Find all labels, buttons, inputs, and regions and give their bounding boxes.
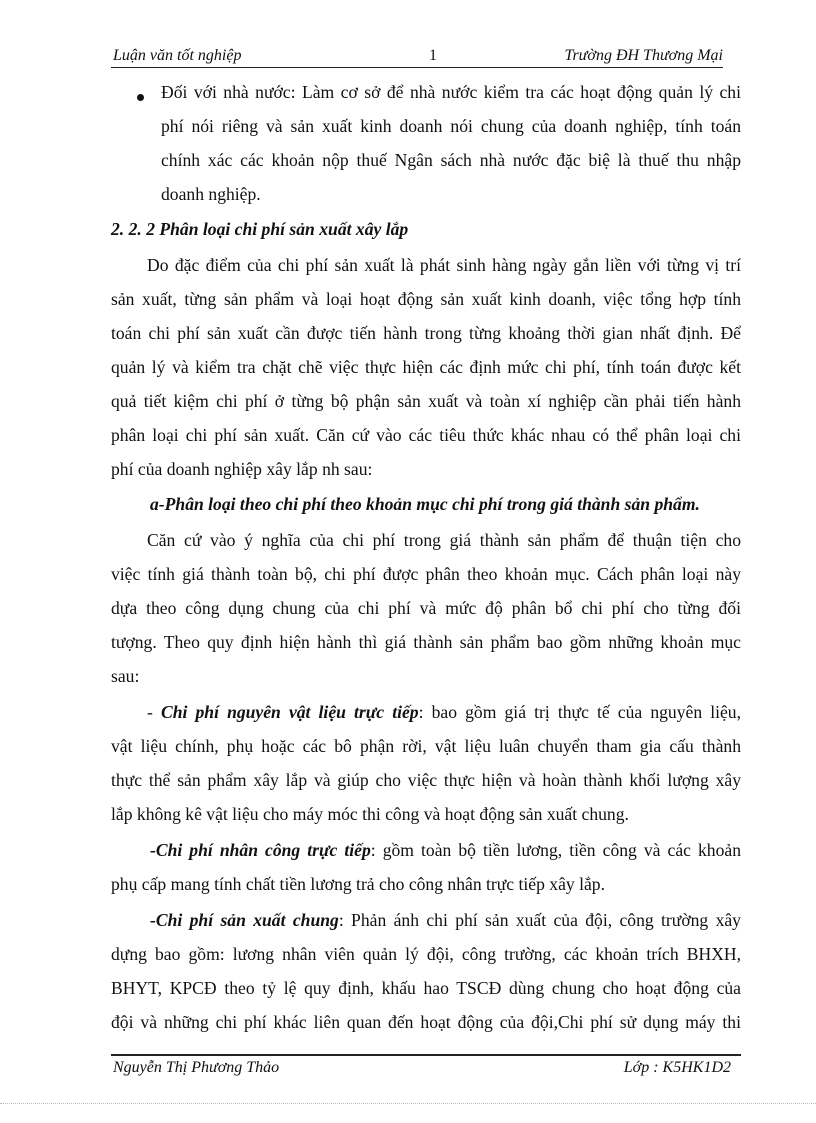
paragraph-line: việc tính giá thành toàn bộ, chi phí được phân theo khoản mục. Cách phân loại này: [111, 564, 741, 584]
item-direct-materials: [147, 702, 741, 723]
bullet-line: doanh nghiệp.: [161, 184, 261, 204]
item-term: Chi phí nguyên vật liệu trực tiếp: [160, 702, 419, 722]
header-university: Trường ĐH Thương Mại: [564, 47, 723, 64]
header-rule: [111, 67, 723, 68]
item-prefix: -: [147, 702, 161, 722]
footer-class: Lớp : K5HK1D2: [623, 1059, 731, 1076]
paragraph-line: Do đặc điểm của chi phí sản xuất là phát sinh hàng ngày gắn liền với từng vị trí: [147, 255, 741, 275]
paragraph-line: đội và những chi phí khác liên quan đến hoạt động của đội,Chi phí sử dụng máy thi: [111, 1012, 741, 1032]
footer-author: Nguyễn Thị Phương Thảo: [113, 1059, 280, 1076]
header-thesis-label: Luận văn tốt nghiệp: [113, 47, 242, 64]
paragraph-line: quản lý và kiểm tra chặt chẽ việc thực hiện các định mức chi phí, tính toán được kết: [111, 357, 741, 377]
paragraph-line: lắp không kê vật liệu cho máy móc thi công và hoạt động sản xuất chung.: [111, 804, 629, 824]
bullet-icon: [137, 94, 144, 101]
item-text: : Phản ánh chi phí sản xuất của đội, công trường xây: [338, 910, 741, 930]
paragraph-line: dựng bao gồm: lương nhân viên quản lý đội, công trường, các khoản trích BHXH,: [111, 944, 741, 964]
item-term: -Chi phí sản xuất chung: [150, 910, 339, 930]
subheading: a-Phân loại theo chi phí theo khoản mục chi phí trong giá thành sản phẩm.: [150, 494, 700, 514]
paragraph-line: thực thể sản phẩm xây lắp và giúp cho việc thực hiện và hoàn thành khối lượng xây: [111, 770, 741, 790]
bullet-line: chính xác các khoản nộp thuế Ngân sách nhà nước đặc biệ là thuế thu nhập: [161, 150, 741, 170]
paragraph-line: tượng. Theo quy định hiện hành thì giá thành sản phẩm bao gồm những khoản mục: [111, 632, 741, 652]
paragraph-line: Căn cứ vào ý nghĩa của chi phí trong giá thành sản phẩm để thuận tiện cho: [147, 530, 741, 550]
page-footer: [111, 1058, 741, 1082]
page-number: 1: [429, 47, 437, 64]
paragraph-line: vật liệu chính, phụ hoặc các bô phận rời, vật liệu luân chuyển tham gia cấu thành: [111, 736, 741, 756]
paragraph-line: dựa theo công dụng chung của chi phí và mức độ phân bổ chi phí cho từng đối: [111, 598, 741, 618]
paragraph-line: sản xuất, từng sản phẩm và loại hoạt động sản xuất kinh doanh, việc tổng hợp tính: [111, 289, 741, 309]
item-term: -Chi phí nhân công trực tiếp: [150, 840, 371, 860]
item-text: : bao gồm giá trị thực tế của nguyên liệu,: [418, 702, 741, 722]
paragraph-line: sau:: [111, 666, 140, 686]
footer-rule: [111, 1054, 741, 1056]
item-text: : gồm toàn bộ tiền lương, tiền công và các khoản: [370, 840, 741, 860]
paragraph-line: toán chi phí sản xuất cần được tiến hành trong từng khoảng thời gian nhất định. Để: [111, 323, 741, 343]
bullet-line: Đối với nhà nước: Làm cơ sở để nhà nước kiểm tra các hoạt động quản lý chi: [161, 82, 741, 102]
section-heading: 2. 2. 2 Phân loại chi phí sản xuất xây lắp: [111, 219, 409, 239]
page-header: [111, 45, 723, 67]
paragraph-line: phụ cấp mang tính chất tiền lương trả cho công nhân trực tiếp xây lắp.: [111, 874, 605, 894]
page-edge-divider: [0, 1103, 816, 1104]
paragraph-line: BHYT, KPCĐ theo tỷ lệ quy định, khấu hao TSCĐ dùng chung cho hoạt động của: [111, 978, 741, 998]
item-overhead: [150, 910, 741, 931]
paragraph-line: phân loại chi phí sản xuất. Căn cứ vào các tiêu thức khác nhau có thể phân loại chi: [111, 425, 741, 445]
paragraph-line: quả tiết kiệm chi phí ở từng bộ phận sản xuất và toàn xí nghiệp cần phải tiến hành: [111, 391, 741, 411]
bullet-line: phí nói riêng và sản xuất kinh doanh nói chung của doanh nghiệp, tính toán: [161, 116, 741, 136]
paragraph-line: phí của doanh nghiệp xây lắp nh sau:: [111, 459, 373, 479]
item-direct-labor: [150, 840, 741, 861]
